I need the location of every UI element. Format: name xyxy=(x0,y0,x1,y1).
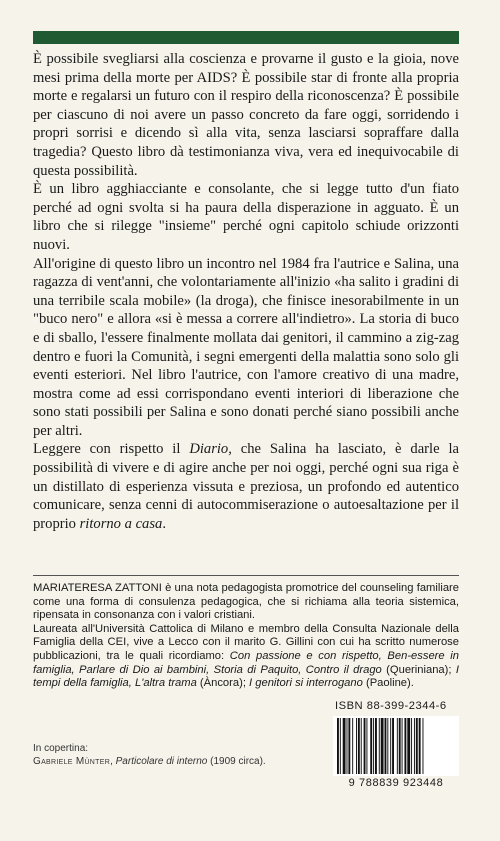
cover-work: Particolare di interno xyxy=(115,756,208,767)
barcode-bar xyxy=(411,718,412,774)
barcode-bar xyxy=(419,718,421,774)
barcode-bar xyxy=(390,718,391,774)
blurb-paragraph-1: È possibile svegliarsi alla coscienza e provarne il gusto e la gioia, nove mesi prima della morte per AIDS? È possibile star di fronte alla propria morte e regalarsi un futuro con il respiro della riconoscenza? È possibile per ciascuno di noi avere un passo concreto da fare oggi, sorridendo i propri sorrisi e dicendo sì alla vita, senza lasciarsi sopraffare dalla tragedia? Questo libro dà testimonianza viva, vera ed inequivocabile di questa possibilità. xyxy=(33,51,459,179)
barcode-bar xyxy=(423,718,424,774)
p4-ritorno-italic: ritorno a casa xyxy=(79,515,163,532)
cover-credit xyxy=(33,742,333,768)
barcode-bar xyxy=(337,718,339,774)
barcode-bar xyxy=(348,718,350,774)
barcode-number: 9 788839 923448 xyxy=(348,777,444,789)
barcode-bar xyxy=(414,718,415,774)
cover-credit-heading: In copertina: xyxy=(33,743,89,754)
barcode-bar xyxy=(352,718,353,774)
barcode-bar xyxy=(375,718,377,774)
barcode-bar xyxy=(399,718,401,774)
bio-titles-1: Con passione e con rispetto, Ben-essere in famiglia, Parlare di Dio ai bambini, Storia di Paquito, Contro il drago xyxy=(33,649,459,676)
bio-paragraph-1: MARIATERESA ZATTONI è una nota pedagogista promotrice del counseling familiare come una forma di consulenza pedagogica, che si richiama alla teoria sistemica, ripensata in consonanza con i valori cristiani. xyxy=(33,582,459,622)
p4-text-a: Leggere con rispetto il xyxy=(33,441,190,458)
bio-titles-3: I genitori si interrogano xyxy=(249,677,363,690)
barcode-bar xyxy=(347,718,348,774)
barcode-bar xyxy=(370,718,372,774)
divider xyxy=(33,575,459,576)
barcode-bar xyxy=(366,718,367,774)
bio-publisher-1: (Queriniana); xyxy=(381,663,456,676)
bio-publisher-2: (Àncora); xyxy=(196,677,250,690)
barcode-bar xyxy=(387,718,388,774)
barcode-bar xyxy=(340,718,341,774)
barcode-bar xyxy=(407,718,410,774)
blurb-paragraph-4 xyxy=(33,440,459,533)
bio-text: Laureata all'Università Cattolica di Milano e membro della Consulta Nazionale della Famiglia della CEI, vive a Lecco con il marito G. Gillini con cui ha scritto numerose pubblicazioni, tra le quali ricordiamo: xyxy=(33,622,459,662)
barcode-bar xyxy=(364,718,366,774)
cover-artist: Gabriele Münter xyxy=(33,756,111,767)
barcode-bar xyxy=(361,718,362,774)
green-header-band xyxy=(33,31,459,44)
barcode-bar xyxy=(385,718,387,774)
barcode-bar xyxy=(356,718,357,774)
barcode-bar xyxy=(381,718,384,774)
cover-sep: , xyxy=(110,756,116,767)
bio-publisher-3: (Paoline). xyxy=(362,677,414,690)
barcode-bar xyxy=(416,718,418,774)
p4-diario-italic: Diario xyxy=(189,441,229,458)
p4-text-b: , che Salina ha lasciato, è darle la possibilità di vivere e di agire anche per noi oggi, perché ogni sua riga è un distillato di esperienza vissuta e preziosa, un profondo ed autentico comunicare, senza cenni di autocommiserazione o autoesaltazione per il proprio xyxy=(33,441,459,532)
author-bio xyxy=(33,582,459,691)
barcode-bar xyxy=(392,718,394,774)
p4-text-end: . xyxy=(162,515,166,532)
bio-titles-2: I tempi della famiglia, L'altra trama xyxy=(33,663,459,690)
barcode-bar xyxy=(343,718,346,774)
barcode-icon xyxy=(333,716,459,776)
bio-paragraph-2 xyxy=(33,623,459,691)
blurb-text xyxy=(33,50,459,533)
barcode-bar xyxy=(358,718,360,774)
cover-date: (1909 circa). xyxy=(207,756,266,767)
barcode-bar xyxy=(404,718,406,774)
barcode-bar xyxy=(397,718,398,774)
blurb-paragraph-3: All'origine di questo libro un incontro nel 1984 fra l'autrice e Salina, una ragazza di vent'anni, che volontariamente all'inizio «ha salito i gradini di una terribile scala mobile» (la droga), che finisce inesorabilmente in un "buco nero" e allora «si è messa a correre all'indietro». La storia di buco e di sballo, l'essere finalmente mollata dai genitori, il cammino a zig-zag dentro e fuori la Comunità, i segni emergenti della malattia sono solo gli eventi esteriori. Nel libro l'autrice, con l'amore creativo di una madre, mostra come ad essi corrispondano eventi interiori di liberazione che sono stati possibili per Salina e sono donati perché siano possibili anche per altri. xyxy=(33,255,459,439)
barcode-bar xyxy=(373,718,374,774)
cover-credit-line xyxy=(33,755,333,768)
blurb-paragraph-2: È un libro agghiacciante e consolante, che si legge tutto d'un fiato perché ad ogni svolta si ha paura della disperazione in agguato. È un libro che si rilegge "insieme" perché ogni capitolo schiude orizzonti nuovi. xyxy=(33,181,459,253)
isbn-label: ISBN 88-399-2344-6 xyxy=(335,700,447,712)
barcode-bar xyxy=(402,718,403,774)
barcode-bar xyxy=(379,718,380,774)
